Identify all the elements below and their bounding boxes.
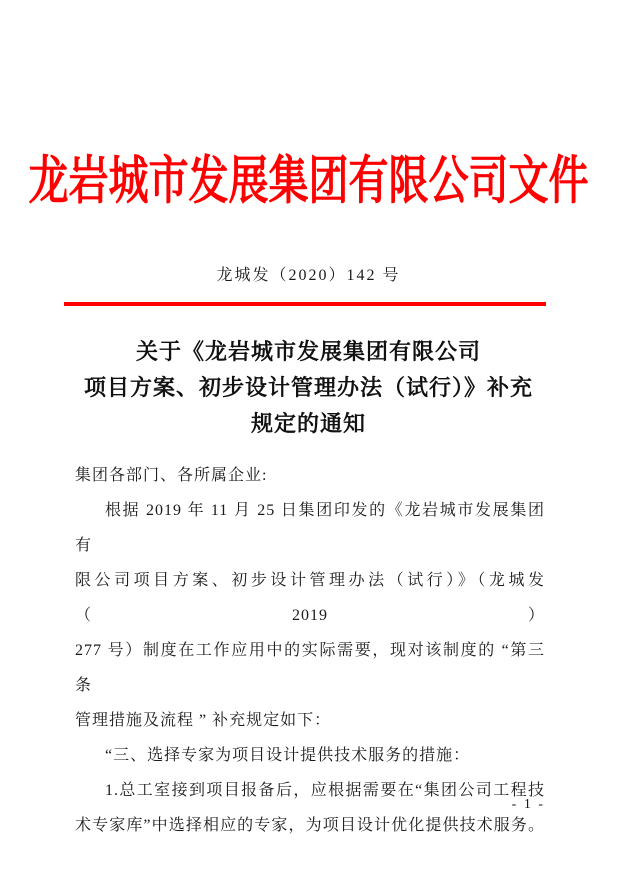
notice-title-line-3: 规定的通知 bbox=[250, 411, 366, 436]
notice-title-line-1: 关于《龙岩城市发展集团有限公司 bbox=[135, 339, 481, 364]
page-number: - 1 - bbox=[511, 797, 545, 812]
notice-title bbox=[0, 334, 617, 442]
body-line: 277 号）制度在工作应用中的实际需要，现对该制度的 “第三条 bbox=[75, 642, 545, 694]
body-line: 限公司项目方案、初步设计管理办法（试行）》（龙城发（2019） bbox=[75, 572, 545, 624]
body-line: 术专家库”中选择相应的专家，为项目设计优化提供技术服务。 bbox=[75, 817, 545, 834]
body-line: “三、选择专家为项目设计提供技术服务的措施： bbox=[105, 747, 471, 764]
letterhead-title: 龙岩城市发展集团有限公司文件 bbox=[28, 151, 589, 211]
notice-title-line-2: 项目方案、初步设计管理办法（试行）》补充 bbox=[83, 375, 533, 400]
body-line: 根据 2019 年 11 月 25 日集团印发的《龙岩城市发展集团有 bbox=[75, 502, 545, 554]
body-line: 1.总工室接到项目报备后，应根据需要在“集团公司工程技 bbox=[105, 782, 545, 799]
salutation-line: 集团各部门、各所属企业: bbox=[75, 467, 268, 484]
body-text bbox=[75, 458, 545, 843]
red-divider-line bbox=[64, 302, 546, 306]
document-number: 龙城发（2020）142 号 bbox=[216, 267, 401, 284]
body-line: 管理措施及流程 ” 补充规定如下： bbox=[75, 712, 332, 729]
